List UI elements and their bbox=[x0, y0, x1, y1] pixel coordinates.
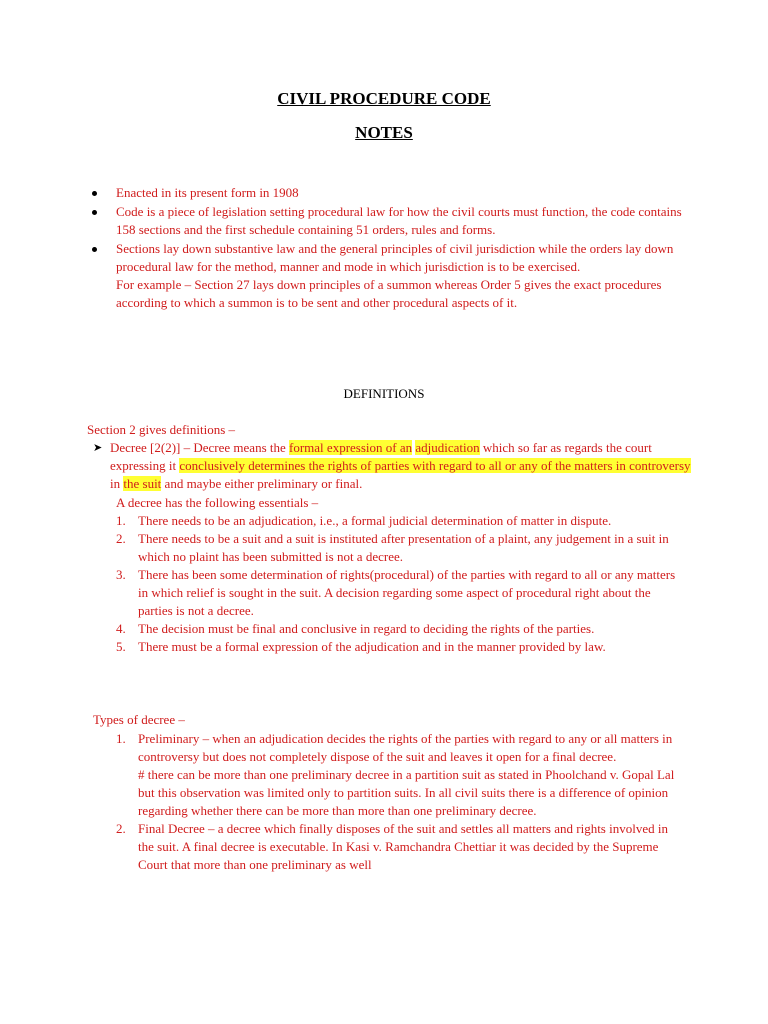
document-subtitle: NOTES bbox=[355, 123, 413, 142]
list-item: Sections lay down substantive law and the general principles of civil jurisdiction while the orders lay down procedural law for the method, manner and mode in which jurisdiction is to be exercised. For example – Section 27 lays down principles of a summon whereas Order 5 gives the exact procedures according to which a summon is to be sent and other procedural aspects of it. bbox=[92, 240, 682, 312]
list-item: 2. There needs to be a suit and a suit is instituted after presentation of a plaint, any judgement in a suit in which no plaint has been submitted is not a decree. bbox=[116, 531, 669, 564]
types-intro: Types of decree – bbox=[93, 712, 185, 727]
definitions-heading: DEFINITIONS bbox=[343, 386, 425, 401]
list-item: 5. There must be a formal expression of the adjudication and in the manner provided by law. bbox=[116, 639, 606, 654]
intro-bullet-list bbox=[92, 184, 682, 313]
decree-definition: ➤ Decree [2(2)] – Decree means the formal expression of an adjudication which so far as regards the court expressing it conclusively determines the rights of parties with regard to all or any of the matters in controversy in the suit and maybe either preliminary or final. bbox=[93, 440, 691, 491]
essentials-list bbox=[116, 512, 682, 656]
bullet-icon bbox=[92, 210, 97, 215]
types-list bbox=[116, 730, 682, 874]
list-item: 4. The decision must be final and conclusive in regard to deciding the rights of the parties. bbox=[116, 621, 595, 636]
example-text: For example – Section 27 lays down principles of a summon whereas Order 5 gives the exact procedures according to which a summon is to be sent and other procedural aspects of it. bbox=[116, 277, 662, 310]
list-item: 3. There has been some determination of rights(procedural) of the parties with regard to all or any matters in which relief is sought in the suit. A decision regarding some aspect of procedural right about the parties is not a decree. bbox=[116, 567, 676, 618]
note-text: # there can be more than one preliminary decree in a partition suit as stated in Phoolchand v. Gopal Lal but this observation was limited only to partition suits. In all civil suits there is a difference of opinion regarding whether there can be more than more than one preliminary decree. bbox=[138, 767, 675, 818]
list-item: 1. There needs to be an adjudication, i.e., a formal judicial determination of matter in dispute. bbox=[116, 513, 612, 528]
list-item: 2. Final Decree – a decree which finally disposes of the suit and settles all matters and rights involved in the suit. A final decree is executable. In Kasi v. Ramchandra Chettiar it was decided by the Supreme Court that more than one preliminary as well bbox=[116, 821, 668, 872]
highlight: the suit bbox=[123, 476, 162, 491]
essentials-intro: A decree has the following essentials – bbox=[116, 495, 319, 510]
bullet-icon bbox=[92, 191, 97, 196]
bullet-icon bbox=[92, 247, 97, 252]
section2-intro: Section 2 gives definitions – bbox=[87, 422, 236, 437]
document-title: CIVIL PROCEDURE CODE bbox=[277, 89, 491, 108]
highlight: conclusively determines the rights of parties with regard to all or any of the matters in controversy bbox=[179, 458, 691, 473]
arrow-bullet-icon: ➤ bbox=[93, 442, 103, 454]
highlight: adjudication bbox=[415, 440, 480, 455]
list-item: Enacted in its present form in 1908 bbox=[92, 184, 682, 202]
list-item: 1. Preliminary – when an adjudication decides the rights of the parties with regard to any or all matters in controversy but does not completely dispose of the suit and leaves it open for a final decree. # there can be more than one preliminary decree in a partition suit as stated in Phoolchand v. Gopal Lal but this observation was limited only to partition suits. In all civil suits there is a difference of opinion regarding whether there can be more than more than one preliminary decree. bbox=[116, 730, 682, 820]
list-item: Code is a piece of legislation setting procedural law for how the civil courts must function, the code contains 158 sections and the first schedule containing 51 orders, rules and forms. bbox=[92, 203, 682, 239]
highlight: formal expression of an bbox=[289, 440, 413, 455]
